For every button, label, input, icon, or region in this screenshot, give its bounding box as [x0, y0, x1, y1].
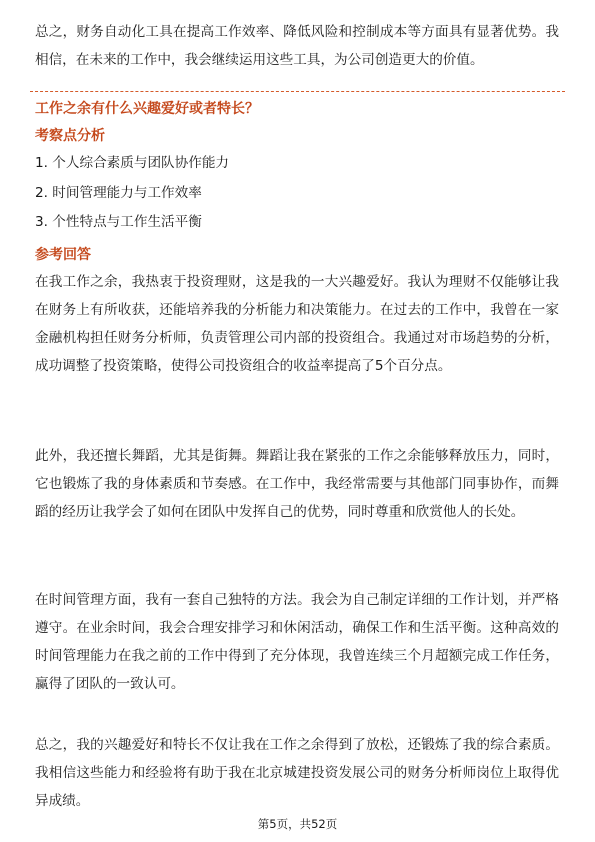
analysis-point: 1. 个人综合素质与团队协作能力 [35, 155, 230, 171]
question-heading: 工作之余有什么兴趣爱好或者特长？ [35, 101, 259, 117]
intro-paragraph: 总之，财务自动化工具在提高工作效率、降低风险和控制成本等方面具有显著优势。我相信，在未来的工作中，我会继续运用这些工具，为公司创造更大的价值。 [35, 24, 559, 68]
analysis-point: 2. 时间管理能力与工作效率 [35, 185, 202, 201]
answer-paragraph: 此外，我还擅长舞蹈，尤其是街舞。舞蹈让我在紧张的工作之余能够释放压力，同时，它也锻炼了我的身体素质和节奏感。在工作中，我经常需要与其他部门同事协作，而舞蹈的经历让我学会了如何在团队中发挥自己的优势，同时尊重和欣赏他人的长处。 [35, 448, 559, 520]
section-divider [30, 91, 565, 92]
answer-paragraph: 在时间管理方面，我有一套自己独特的方法。我会为自己制定详细的工作计划，并严格遵守。在业余时间，我会合理安排学习和休闲活动，确保工作和生活平衡。这种高效的时间管理能力在我之前的工作中得到了充分体现，我曾连续三个月超额完成工作任务，赢得了团队的一致认可。 [35, 592, 559, 692]
analysis-label: 考察点分析 [35, 128, 105, 144]
answer-paragraph: 总之，我的兴趣爱好和特长不仅让我在工作之余得到了放松，还锻炼了我的综合素质。我相信这些能力和经验将有助于我在北京城建投资发展公司的财务分析师岗位上取得优异成绩。 [35, 737, 559, 809]
answer-paragraph: 在我工作之余，我热衷于投资理财，这是我的一大兴趣爱好。我认为理财不仅能够让我在财务上有所收获，还能培养我的分析能力和决策能力。在过去的工作中，我曾在一家金融机构担任财务分析师，负责管理公司内部的投资组合。我通过对市场趋势的分析，成功调整了投资策略，使得公司投资组合的收益率提高了5个百分点。 [35, 274, 559, 374]
answer-label: 参考回答 [35, 247, 91, 263]
page-footer: 第5页，共52页 [257, 817, 338, 831]
analysis-point: 3. 个性特点与工作生活平衡 [35, 214, 202, 230]
